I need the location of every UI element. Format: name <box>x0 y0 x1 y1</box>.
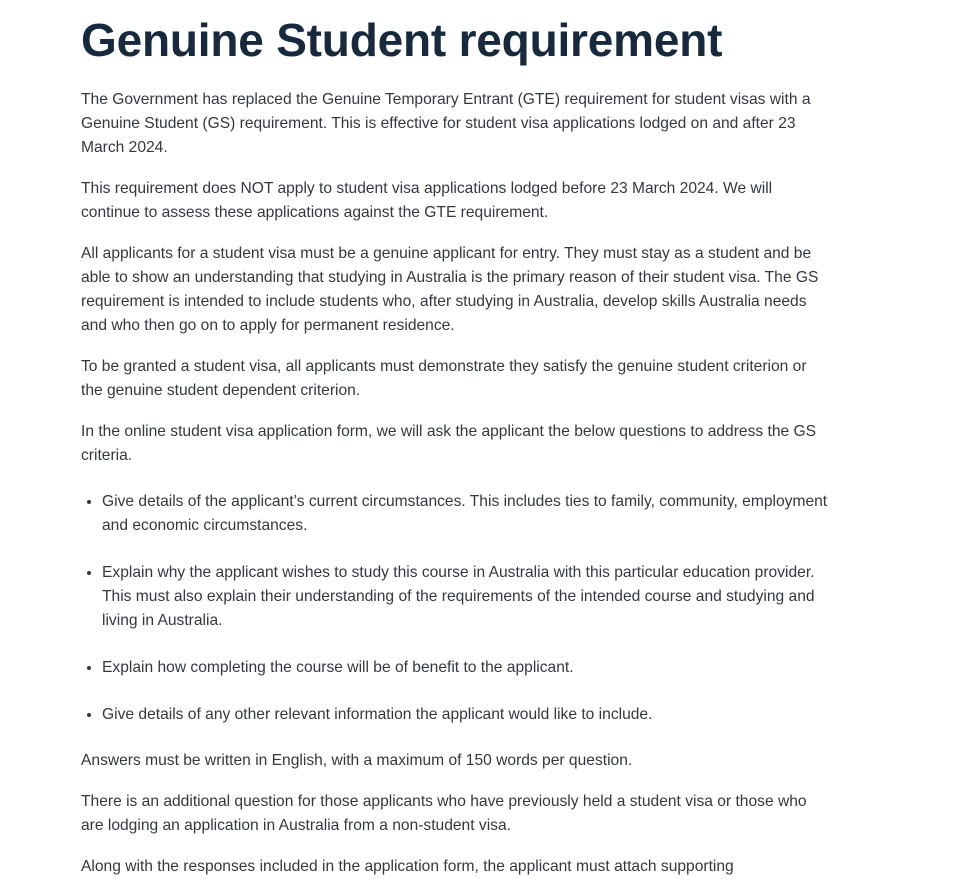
paragraph-supporting-documents: Along with the responses included in the application form, the applicant must attach supporting <box>81 858 734 875</box>
list-item: • Explain how completing the course will be of benefit to the applicant. <box>102 656 831 680</box>
paragraph-criteria: To be granted a student visa, all applicants must demonstrate they satisfy the genuine student criterion or the genuine student dependent criterion. <box>81 358 807 399</box>
article <box>81 0 831 879</box>
paragraph-questions-intro: In the online student visa application form, we will ask the applicant the below questions to address the GS criteria. <box>81 423 817 464</box>
gs-questions-list <box>81 490 831 727</box>
paragraph-not-apply: This requirement does NOT apply to student visa applications lodged before 23 March 2024. We will continue to assess these applications against the GTE requirement. <box>81 180 773 221</box>
list-item: • Give details of the applicant’s current circumstances. This includes ties to family, community, employment and economic circumstances. <box>102 490 831 538</box>
paragraph-genuine-applicant: All applicants for a student visa must be a genuine applicant for entry. They must stay as a student and be able to show an understanding that studying in Australia is the primary reason of their student visa. The GS requirement is intended to include students who, after studying in Australia, develop skills Australia needs and who then go on to apply for permanent residence. <box>81 245 819 334</box>
paragraph-additional-question: There is an additional question for those applicants who have previously held a student visa or those who are lodging an application in Australia from a non-student visa. <box>81 793 807 834</box>
list-item: • Give details of any other relevant information the applicant would like to include. <box>102 703 831 727</box>
paragraph-intro: The Government has replaced the Genuine Temporary Entrant (GTE) requirement for student visas with a Genuine Student (GS) requirement. This is effective for student visa applications lodged on and after 23 March 2024. <box>81 91 811 156</box>
list-item: • Explain why the applicant wishes to study this course in Australia with this particular education provider. This must also explain their understanding of the requirements of the intended course and studying and living in Australia. <box>102 561 831 633</box>
page-title: Genuine Student requirement <box>81 14 723 66</box>
paragraph-word-limit: Answers must be written in English, with a maximum of 150 words per question. <box>81 752 633 769</box>
